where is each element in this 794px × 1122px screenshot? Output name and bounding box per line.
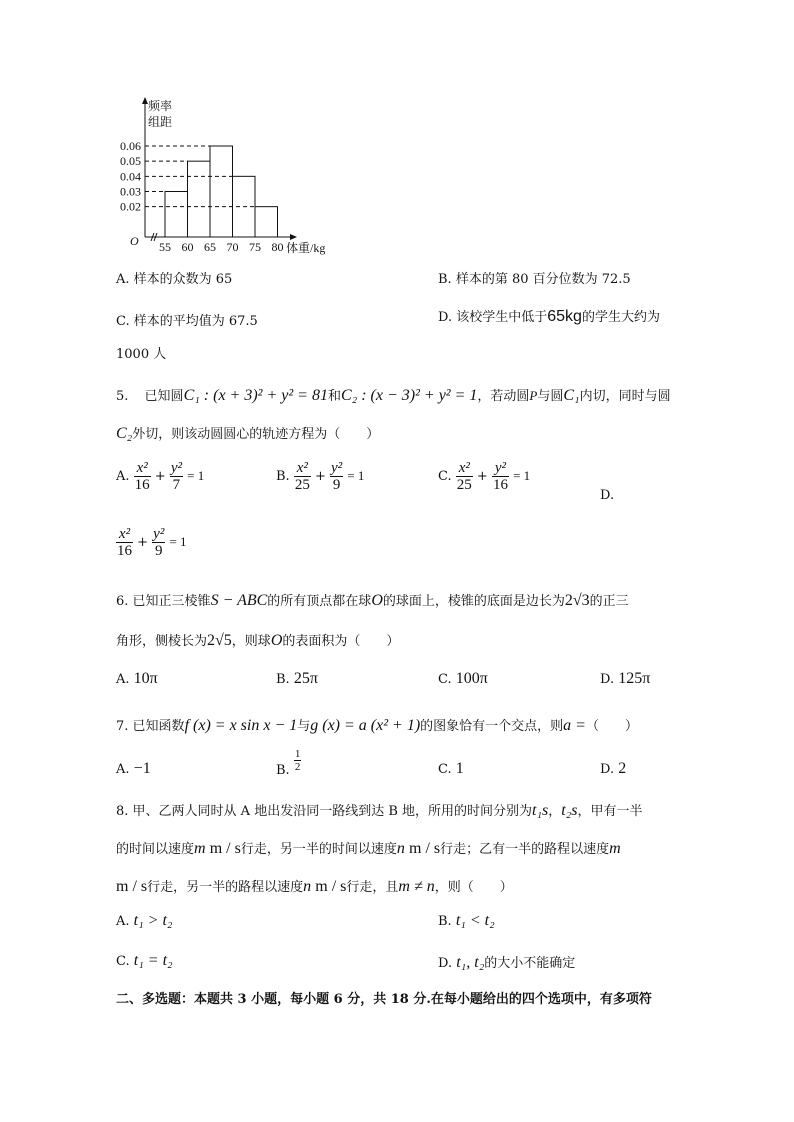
- q8-sep: ，: [548, 804, 562, 819]
- q7-text-4: （ ）: [585, 719, 638, 734]
- q5-text-6: 外切，则该动圆圆心的轨迹方程为（ ）: [132, 427, 380, 442]
- y-tick-label: 0.05: [120, 154, 141, 169]
- x-tick-label: 55: [159, 240, 171, 254]
- q6-stem-line1: [116, 590, 629, 610]
- q5-stem-line2: [116, 423, 379, 443]
- q8-speed-n: n: [303, 878, 312, 895]
- q8-unit: m / s: [315, 878, 347, 895]
- q8-text-3b: 行走，且: [346, 880, 399, 895]
- q6-option-a[interactable]: A. 10π: [116, 670, 158, 687]
- x-tick-label: 80: [271, 240, 284, 254]
- q5-text-4: 与圆: [537, 389, 564, 404]
- q5-circle-c1: C₁ : (x + 3)² + y² = 81: [183, 387, 328, 404]
- q7-text-3: 的图象恰有一个交点，则: [420, 719, 564, 734]
- q8-speed-n: n: [396, 840, 405, 857]
- q8-text-3c: ，则（ ）: [434, 880, 513, 895]
- q5-text-2: 和: [327, 389, 341, 404]
- q4-option-a[interactable]: A. 样本的众数为 65: [116, 272, 233, 287]
- q5-number: 5.: [116, 389, 129, 404]
- q8-text-2b: 行走，另一半的时间以速度: [240, 842, 397, 857]
- q5-option-d-label[interactable]: D.: [600, 488, 615, 503]
- q8-text-2c: 行走；乙有一半的路程以速度: [440, 842, 610, 857]
- q8-option-d[interactable]: D. t₁, t₂的大小不能确定: [438, 954, 576, 971]
- x-tick-label: 70: [226, 240, 239, 254]
- q7-stem: [116, 715, 638, 735]
- q8-speed-m-2: m: [609, 840, 621, 857]
- x-axis-label: 体重/kg: [286, 241, 326, 255]
- q4-option-c[interactable]: C. 样本的平均值为 67.5: [116, 314, 258, 329]
- q8-option-c[interactable]: C. t₁ = t₂: [116, 952, 173, 969]
- q7-number: 7.: [116, 719, 129, 734]
- q6-option-d[interactable]: D. 125π: [600, 670, 651, 687]
- q5-point-p: P: [529, 388, 538, 403]
- q8-stem-line2: [116, 838, 621, 858]
- y-tick-label: 0.06: [120, 139, 141, 153]
- q5-c1-ref: C₁: [563, 387, 580, 404]
- q7-option-a[interactable]: A. −1: [116, 760, 151, 777]
- q8-time-2: t₂s: [561, 802, 578, 819]
- histogram-bar: [188, 161, 211, 237]
- q7-option-d[interactable]: D. 2: [600, 760, 627, 777]
- histogram-bar: [255, 207, 278, 237]
- q4-option-d-continued: 1000 人: [116, 347, 167, 362]
- q4-d-post: 的学生大约为: [581, 310, 660, 325]
- q6-option-c[interactable]: C. 100π: [438, 670, 488, 687]
- option-label: B.: [276, 469, 290, 484]
- q6-side-length: 2√3: [564, 592, 590, 609]
- section-2-heading: 二、多选题：本题共 3 小题，每小题 6 分，共 18 分.在每小题给出的四个选项中，有多项符: [116, 992, 652, 1007]
- q7-option-c[interactable]: C. 1: [438, 760, 464, 777]
- q7-text-2: 与: [297, 719, 311, 734]
- q8-m-neq-n: m ≠ n: [398, 878, 435, 895]
- q8-speed-m: m: [194, 840, 206, 857]
- q8-text-2a: 的时间以速度: [116, 842, 195, 857]
- q6-pyramid: S − ABC: [210, 592, 268, 609]
- q7-a-equals: a =: [563, 717, 586, 734]
- q6-lateral-length: 2√5: [207, 632, 232, 649]
- q4-option-d[interactable]: [438, 306, 660, 326]
- q5-text-1: 已知圆: [144, 389, 184, 404]
- x-axis-arrow: [290, 234, 297, 240]
- q4-d-unit: 65kg: [547, 308, 582, 325]
- q4-d-pre: D. 该校学生中低于: [438, 310, 548, 325]
- q4-option-b[interactable]: B. 样本的第 80 百分位数为 72.5: [438, 272, 631, 287]
- q5-option-a[interactable]: A. $\frac{\text{x²}}{16}$ + $\frac{\text{y²}}{7}$ = 1: [116, 460, 205, 493]
- q5-option-c[interactable]: C. $\frac{\text{x²}}{25}$ + $\frac{\text{y²}}{16}$ = 1: [438, 460, 531, 493]
- q5-text-3: ，若动圆: [477, 389, 530, 404]
- q8-stem-line3: [116, 876, 513, 896]
- q7-function-f: f (x) = x sin x − 1: [184, 717, 298, 734]
- q8-option-b[interactable]: B. t₁ < t₂: [438, 912, 495, 929]
- y-tick-label: 0.04: [120, 169, 141, 184]
- q5-circle-c2: C₂ : (x − 3)² + y² = 1: [340, 387, 478, 404]
- q6-sphere-o: O: [371, 592, 383, 609]
- q6-stem-line2: [116, 630, 399, 650]
- histogram-bar: [165, 192, 188, 238]
- y-axis-label-top: 频率: [148, 99, 173, 113]
- q6-text-1: 已知正三棱锥: [132, 594, 211, 609]
- q7-function-g: g (x) = a (x² + 1): [310, 717, 421, 734]
- origin-label: O: [130, 234, 139, 248]
- q5-option-d[interactable]: $\frac{\text{x²}}{16}$ + $\frac{\text{y²}}{9}$ = 1: [117, 526, 187, 559]
- q8-unit: m / s: [209, 840, 241, 857]
- q5-text-5: 内切，同时与圆: [579, 389, 671, 404]
- q6-text-4: 的正三: [589, 594, 629, 609]
- q8-text-1b: ，甲有一半: [577, 804, 643, 819]
- q6-text-2: 的所有顶点都在球: [267, 594, 372, 609]
- x-tick-label: 60: [181, 240, 194, 254]
- q7-option-b[interactable]: B. $\frac{1}{2}$: [276, 748, 301, 778]
- q8-time-1: t₁s: [532, 802, 549, 819]
- x-tick-label: 65: [204, 240, 216, 254]
- q6-text-5: 角形，侧棱长为: [116, 634, 208, 649]
- q6-text-3: 的球面上，棱锥的底面是边长为: [382, 594, 565, 609]
- q8-text-1: 甲、乙两人同时从 A 地出发沿同一路线到达 B 地，所用的时间分别为: [132, 804, 533, 819]
- option-label: A.: [116, 469, 130, 484]
- q8-unit: m / s: [116, 878, 148, 895]
- y-tick-label: 0.02: [120, 199, 141, 214]
- q8-unit: m / s: [409, 840, 441, 857]
- y-tick-label: 0.03: [120, 184, 141, 199]
- q6-text-7: 的表面积为（ ）: [282, 634, 400, 649]
- q6-sphere-o-2: O: [270, 632, 283, 649]
- q6-option-b[interactable]: B. 25π: [276, 670, 318, 687]
- q8-option-a[interactable]: A. t₁ > t₂: [116, 912, 173, 929]
- q7-text-1: 已知函数: [132, 719, 185, 734]
- x-tick-label: 75: [249, 240, 261, 254]
- q5-stem-line1: [116, 385, 671, 405]
- q8-stem-line1: [116, 800, 643, 820]
- q6-text-6: ，则球: [231, 634, 271, 649]
- q8-text-3a: 行走，另一半的路程以速度: [147, 880, 304, 895]
- histogram-bar: [210, 146, 233, 237]
- q5-option-b[interactable]: B. $\frac{\text{x²}}{25}$ + $\frac{\text{y²}}{9}$ = 1: [276, 460, 365, 493]
- q5-c2-ref: C₂: [116, 425, 133, 442]
- histogram-chart: [100, 92, 350, 262]
- y-axis-label-bottom: 组距: [148, 115, 173, 129]
- q6-number: 6.: [116, 594, 129, 609]
- option-label: C.: [438, 469, 452, 484]
- q8-number: 8.: [116, 804, 129, 819]
